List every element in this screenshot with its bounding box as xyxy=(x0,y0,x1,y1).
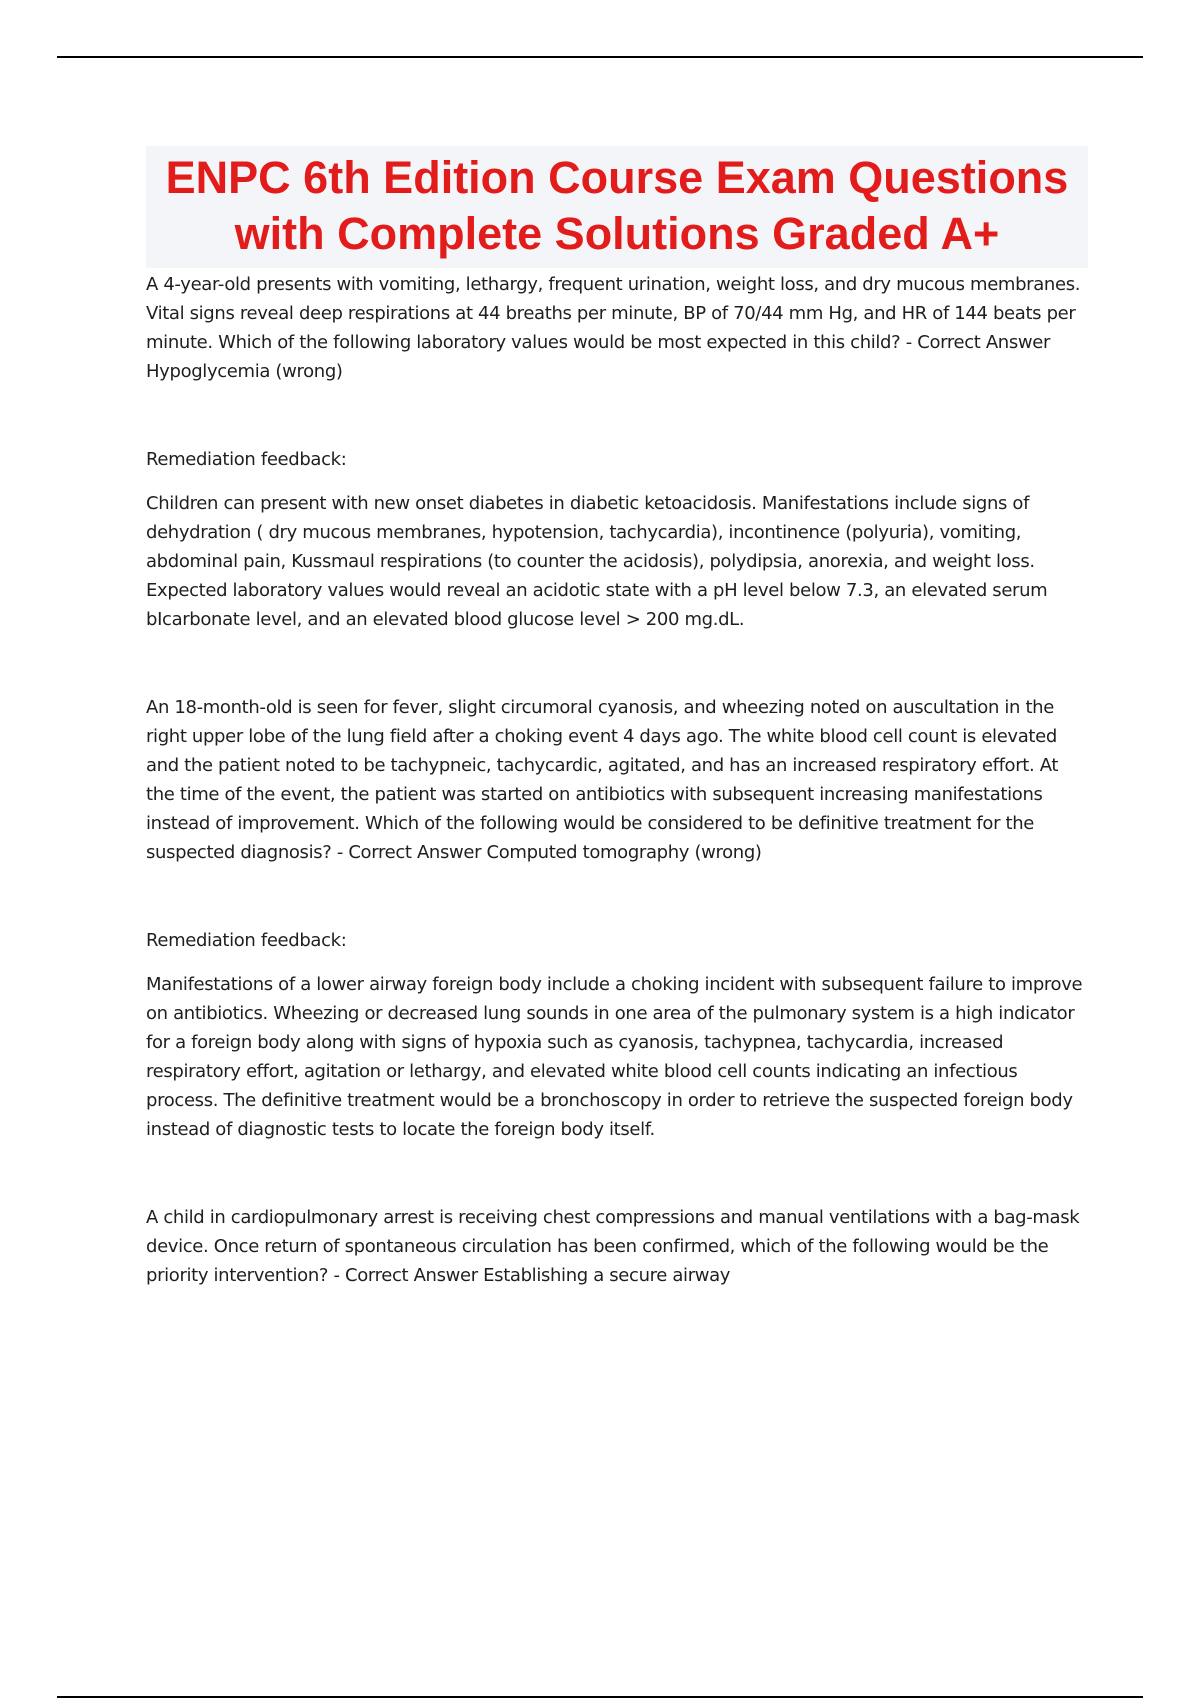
document-body xyxy=(146,146,1088,1290)
header-rule xyxy=(57,56,1143,58)
document-title: ENPC 6th Edition Course Exam Questions with Complete Solutions Graded A+ xyxy=(165,152,1069,259)
feedback-label-2: Remediation feedback: xyxy=(146,930,347,951)
question-1: A 4-year-old presents with vomiting, lethargy, frequent urination, weight loss, and dry mucous membranes. Vital signs reveal deep respirations at 44 breaths per minute, BP of 70/44 mm Hg, and HR of 144 beats per minute. Which of the following laboratory values would be most expected in this child? - Correct Answer Hypoglycemia (wrong) xyxy=(146,274,1081,382)
feedback-2: Manifestations of a lower airway foreign body include a choking incident with subsequent failure to improve on antibiotics. Wheezing or decreased lung sounds in one area of the pulmonary system is a high indicator for a foreign body along with signs of hypoxia such as cyanosis, tachypnea, tachycardia, increased respiratory effort, agitation or lethargy, and elevated white blood cell counts indicating an infectious process. The definitive treatment would be a bronchoscopy in order to retrieve the suspected foreign body instead of diagnostic tests to locate the foreign body itself. xyxy=(146,974,1083,1140)
footer-rule xyxy=(57,1696,1143,1698)
feedback-1: Children can present with new onset diabetes in diabetic ketoacidosis. Manifestations include signs of dehydration ( dry mucous membranes, hypotension, tachycardia), incontinence (polyuria), vomiting, abdominal pain, Kussmaul respirations (to counter the acidosis), polydipsia, anorexia, and weight loss. Expected laboratory values would reveal an acidotic state with a pH level below 7.3, an elevated serum bIcarbonate level, and an elevated blood glucose level > 200 mg.dL. xyxy=(146,493,1048,630)
title-banner xyxy=(146,146,1088,268)
question-2: An 18-month-old is seen for fever, slight circumoral cyanosis, and wheezing noted on auscultation in the right upper lobe of the lung field after a choking event 4 days ago. The white blood cell count is elevated and the patient noted to be tachypneic, tachycardic, agitated, and has an increased respiratory effort. At the time of the event, the patient was started on antibiotics with subsequent increasing manifestations instead of improvement. Which of the following would be considered to be definitive treatment for the suspected diagnosis? - Correct Answer Computed tomography (wrong) xyxy=(146,697,1059,863)
feedback-label-1: Remediation feedback: xyxy=(146,449,347,470)
question-3: A child in cardiopulmonary arrest is receiving chest compressions and manual ventilations with a bag-mask device. Once return of spontaneous circulation has been confirmed, which of the following would be the priority intervention? - Correct Answer Establishing a secure airway xyxy=(146,1207,1080,1286)
